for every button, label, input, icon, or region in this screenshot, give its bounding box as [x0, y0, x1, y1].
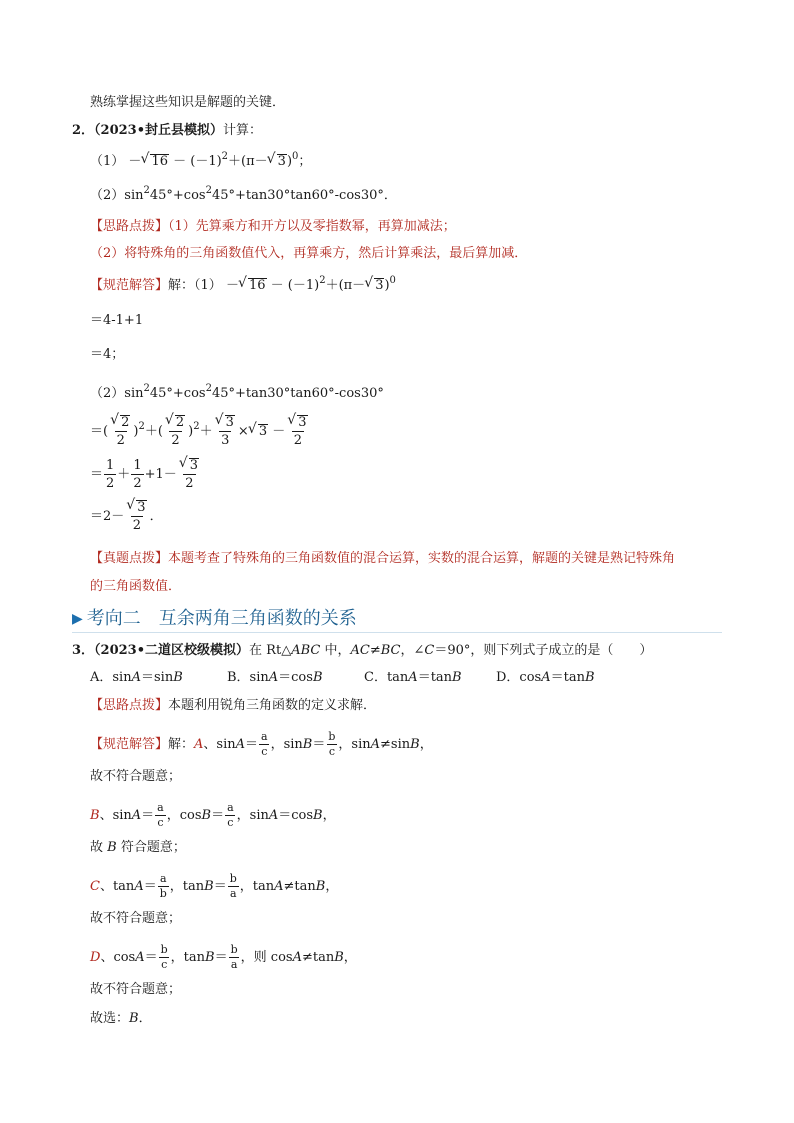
- option-a: A．sinA＝sinB: [90, 670, 183, 685]
- q3-body: 在 Rt△ABC 中，AC≠BC，∠C＝90°，则下列式子成立的是（ ）: [249, 643, 653, 658]
- tip-3: [90, 699, 376, 712]
- intro-line: 熟练掌握这些知识是解题的关键．: [90, 95, 286, 110]
- q2-part1-label: （1）: [90, 154, 125, 169]
- q2-part1: [90, 152, 311, 169]
- tip-3-text: 本题利用锐角三角函数的定义求解．: [168, 698, 377, 713]
- triangle-icon: ▶: [72, 611, 83, 627]
- q2-text: 计算：: [223, 123, 263, 138]
- q2-part1-math: －√ $16 - (-1)^2+(\pi-√$ 3)$^0$；: [128, 154, 311, 169]
- answer3-d: D、cosA＝ $\frac{b}{c}$ ，tanB＝ $\frac{b}{a}$ ，则 cosA≠tanB，: [90, 943, 357, 971]
- tip-1: [90, 220, 456, 233]
- answer3-c-conclusion: 故不符合题意；: [90, 911, 182, 926]
- answer-step-1: ＝4-1+1: [90, 313, 144, 328]
- answer-step-5: ＝2－ √ $\frac{3}{2}$ ．: [90, 500, 163, 533]
- q2-source: （2023•封丘县模拟）: [94, 123, 224, 138]
- option-d: D．cosA＝tanB: [496, 670, 595, 685]
- answer-step-2: ＝4；: [90, 347, 125, 362]
- answer-1-math: －√ $16 - (-1)^2+(\pi-√$ 3)$^0$: [226, 278, 396, 293]
- q3-options: [90, 670, 595, 685]
- heading-rule: [72, 632, 722, 633]
- option-c: C．tanA＝tanB: [364, 670, 462, 685]
- answer3-final: 故选：B．: [90, 1011, 152, 1026]
- answer-1: [90, 276, 396, 293]
- tip-label: 【思路点拨】: [90, 219, 169, 234]
- answer3-d-conclusion: 故不符合题意；: [90, 982, 182, 997]
- q3-number: 3．: [72, 643, 95, 658]
- exam-text: 本题考查了特殊角的三角函数值的混合运算，实数的混合运算，解题的关键是熟记特殊角: [168, 551, 676, 566]
- question-2: [72, 124, 262, 137]
- tip-2: （2）将特殊角的三角函数值代入，再算乘方，然后计算乘法，最后算加减．: [90, 246, 528, 261]
- tip-3-label: 【思路点拨】: [90, 698, 169, 713]
- section-heading: [72, 606, 722, 632]
- answer-label: 【规范解答】: [90, 278, 169, 293]
- answer3-b-conclusion: 故 B 符合题意；: [90, 840, 186, 855]
- answer3-label: 【规范解答】: [90, 737, 169, 752]
- answer3-c: C、tanA＝ $\frac{a}{b}$ ，tanB＝ $\frac{b}{a}$ ，tanA≠tanB，: [90, 872, 339, 900]
- exam-point: [90, 552, 675, 565]
- answer3-a: 【规范解答】解：A、sinA＝ $\frac{a}{c}$ ，sinB＝ $\frac{b}{c}$ ，sinA≠sinB，: [90, 730, 433, 758]
- question-3: [72, 644, 652, 657]
- answer-part2: $(2)\sin^245^\circ+\cos^245^\circ+\tan 30^\circ\tan 60^\circ-\cos 30^\circ$: [90, 383, 384, 401]
- answer-step-4: ＝ $\frac{1}{2}$ ＋ $\frac{1}{2}$ +1－ √ $\frac{3}{2}$: [90, 458, 202, 491]
- answer-step-3: ＝( √ $\frac{2}{2}$ )$^2$＋( √ $\frac{2}{2}$ )$^2$＋ √ $\frac{3}{3}$ ×√ 3 － √ $\frac{3}{2}$: [90, 415, 311, 448]
- q2-number: 2．: [72, 123, 95, 138]
- exam-text-2: 的三角函数值．: [90, 579, 182, 594]
- option-b: B．sinA＝cosB: [227, 670, 323, 685]
- tip-1-text: （1）先算乘方和开方以及零指数幂，再算加减法；: [168, 219, 456, 234]
- section-heading-text: 考向二 互余两角三角函数的关系: [86, 608, 357, 629]
- q3-source: （2023•二道区校级模拟）: [94, 643, 250, 658]
- q2-part2: $(2)\sin^245^\circ+\cos^245^\circ+\tan 30^\circ\tan 60^\circ-\cos 30^\circ$．: [90, 185, 397, 203]
- answer-intro: 解：（1）: [168, 278, 222, 293]
- answer3-b: B、sinA＝ $\frac{a}{c}$ ，cosB＝ $\frac{a}{c}$ ，sinA＝cosB，: [90, 801, 336, 829]
- answer3-a-conclusion: 故不符合题意；: [90, 769, 182, 784]
- exam-label: 【真题点拨】: [90, 551, 169, 566]
